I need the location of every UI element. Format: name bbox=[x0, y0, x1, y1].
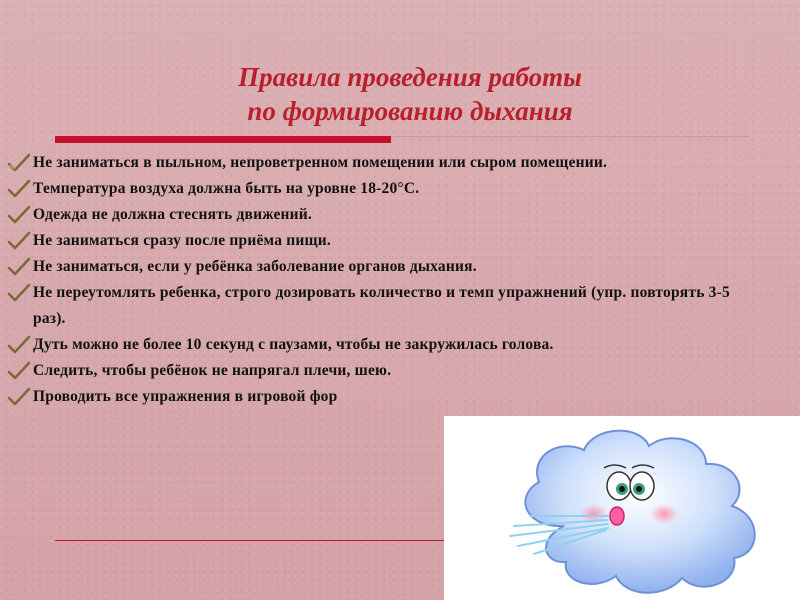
checkmark-icon bbox=[7, 153, 31, 173]
rules-list bbox=[5, 150, 795, 410]
rule-item bbox=[5, 358, 795, 384]
checkmark-icon bbox=[7, 361, 31, 381]
rule-text: Не переутомлять ребенка, строго дозировать количество и темп упражнений (упр. повторять 3-5 раз). bbox=[33, 284, 730, 327]
cloud-icon bbox=[444, 416, 800, 600]
title-line-2: по формированию дыхания bbox=[247, 96, 573, 126]
blowing-cloud-illustration bbox=[444, 416, 800, 600]
divider-line bbox=[391, 136, 749, 137]
bottom-divider bbox=[55, 540, 450, 541]
rule-item bbox=[5, 202, 795, 228]
checkmark-icon bbox=[7, 179, 31, 199]
checkmark-icon bbox=[7, 283, 31, 303]
accent-bar bbox=[55, 136, 391, 143]
checkmark-icon bbox=[7, 335, 31, 355]
title-line-1: Правила проведения работы bbox=[238, 62, 582, 92]
checkmark-icon bbox=[7, 205, 31, 225]
rule-text: Не заниматься, если у ребёнка заболевание органов дыхания. bbox=[33, 258, 477, 275]
checkmark-icon bbox=[7, 257, 31, 277]
rule-text: Температура воздуха должна быть на уровне 18-20°С. bbox=[33, 180, 420, 197]
rule-text: Дуть можно не более 10 секунд с паузами, чтобы не закружилась голова. bbox=[33, 336, 554, 353]
rule-text: Не заниматься в пыльном, непроветренном помещении или сыром помещении. bbox=[33, 154, 608, 171]
slide-title bbox=[150, 60, 670, 128]
rule-text: Следить, чтобы ребёнок не напрягал плечи, шею. bbox=[33, 362, 392, 379]
rule-item bbox=[5, 332, 795, 358]
rule-item bbox=[5, 280, 795, 332]
checkmark-icon bbox=[7, 387, 31, 407]
rule-text: Проводить все упражнения в игровой фор bbox=[33, 388, 338, 405]
rule-item bbox=[5, 228, 795, 254]
rule-text: Не заниматься сразу после приёма пищи. bbox=[33, 232, 331, 249]
rule-text: Одежда не должна стеснять движений. bbox=[33, 206, 313, 223]
rule-item bbox=[5, 150, 795, 176]
rule-item bbox=[5, 176, 795, 202]
rule-item bbox=[5, 384, 795, 410]
rule-item bbox=[5, 254, 795, 280]
checkmark-icon bbox=[7, 231, 31, 251]
